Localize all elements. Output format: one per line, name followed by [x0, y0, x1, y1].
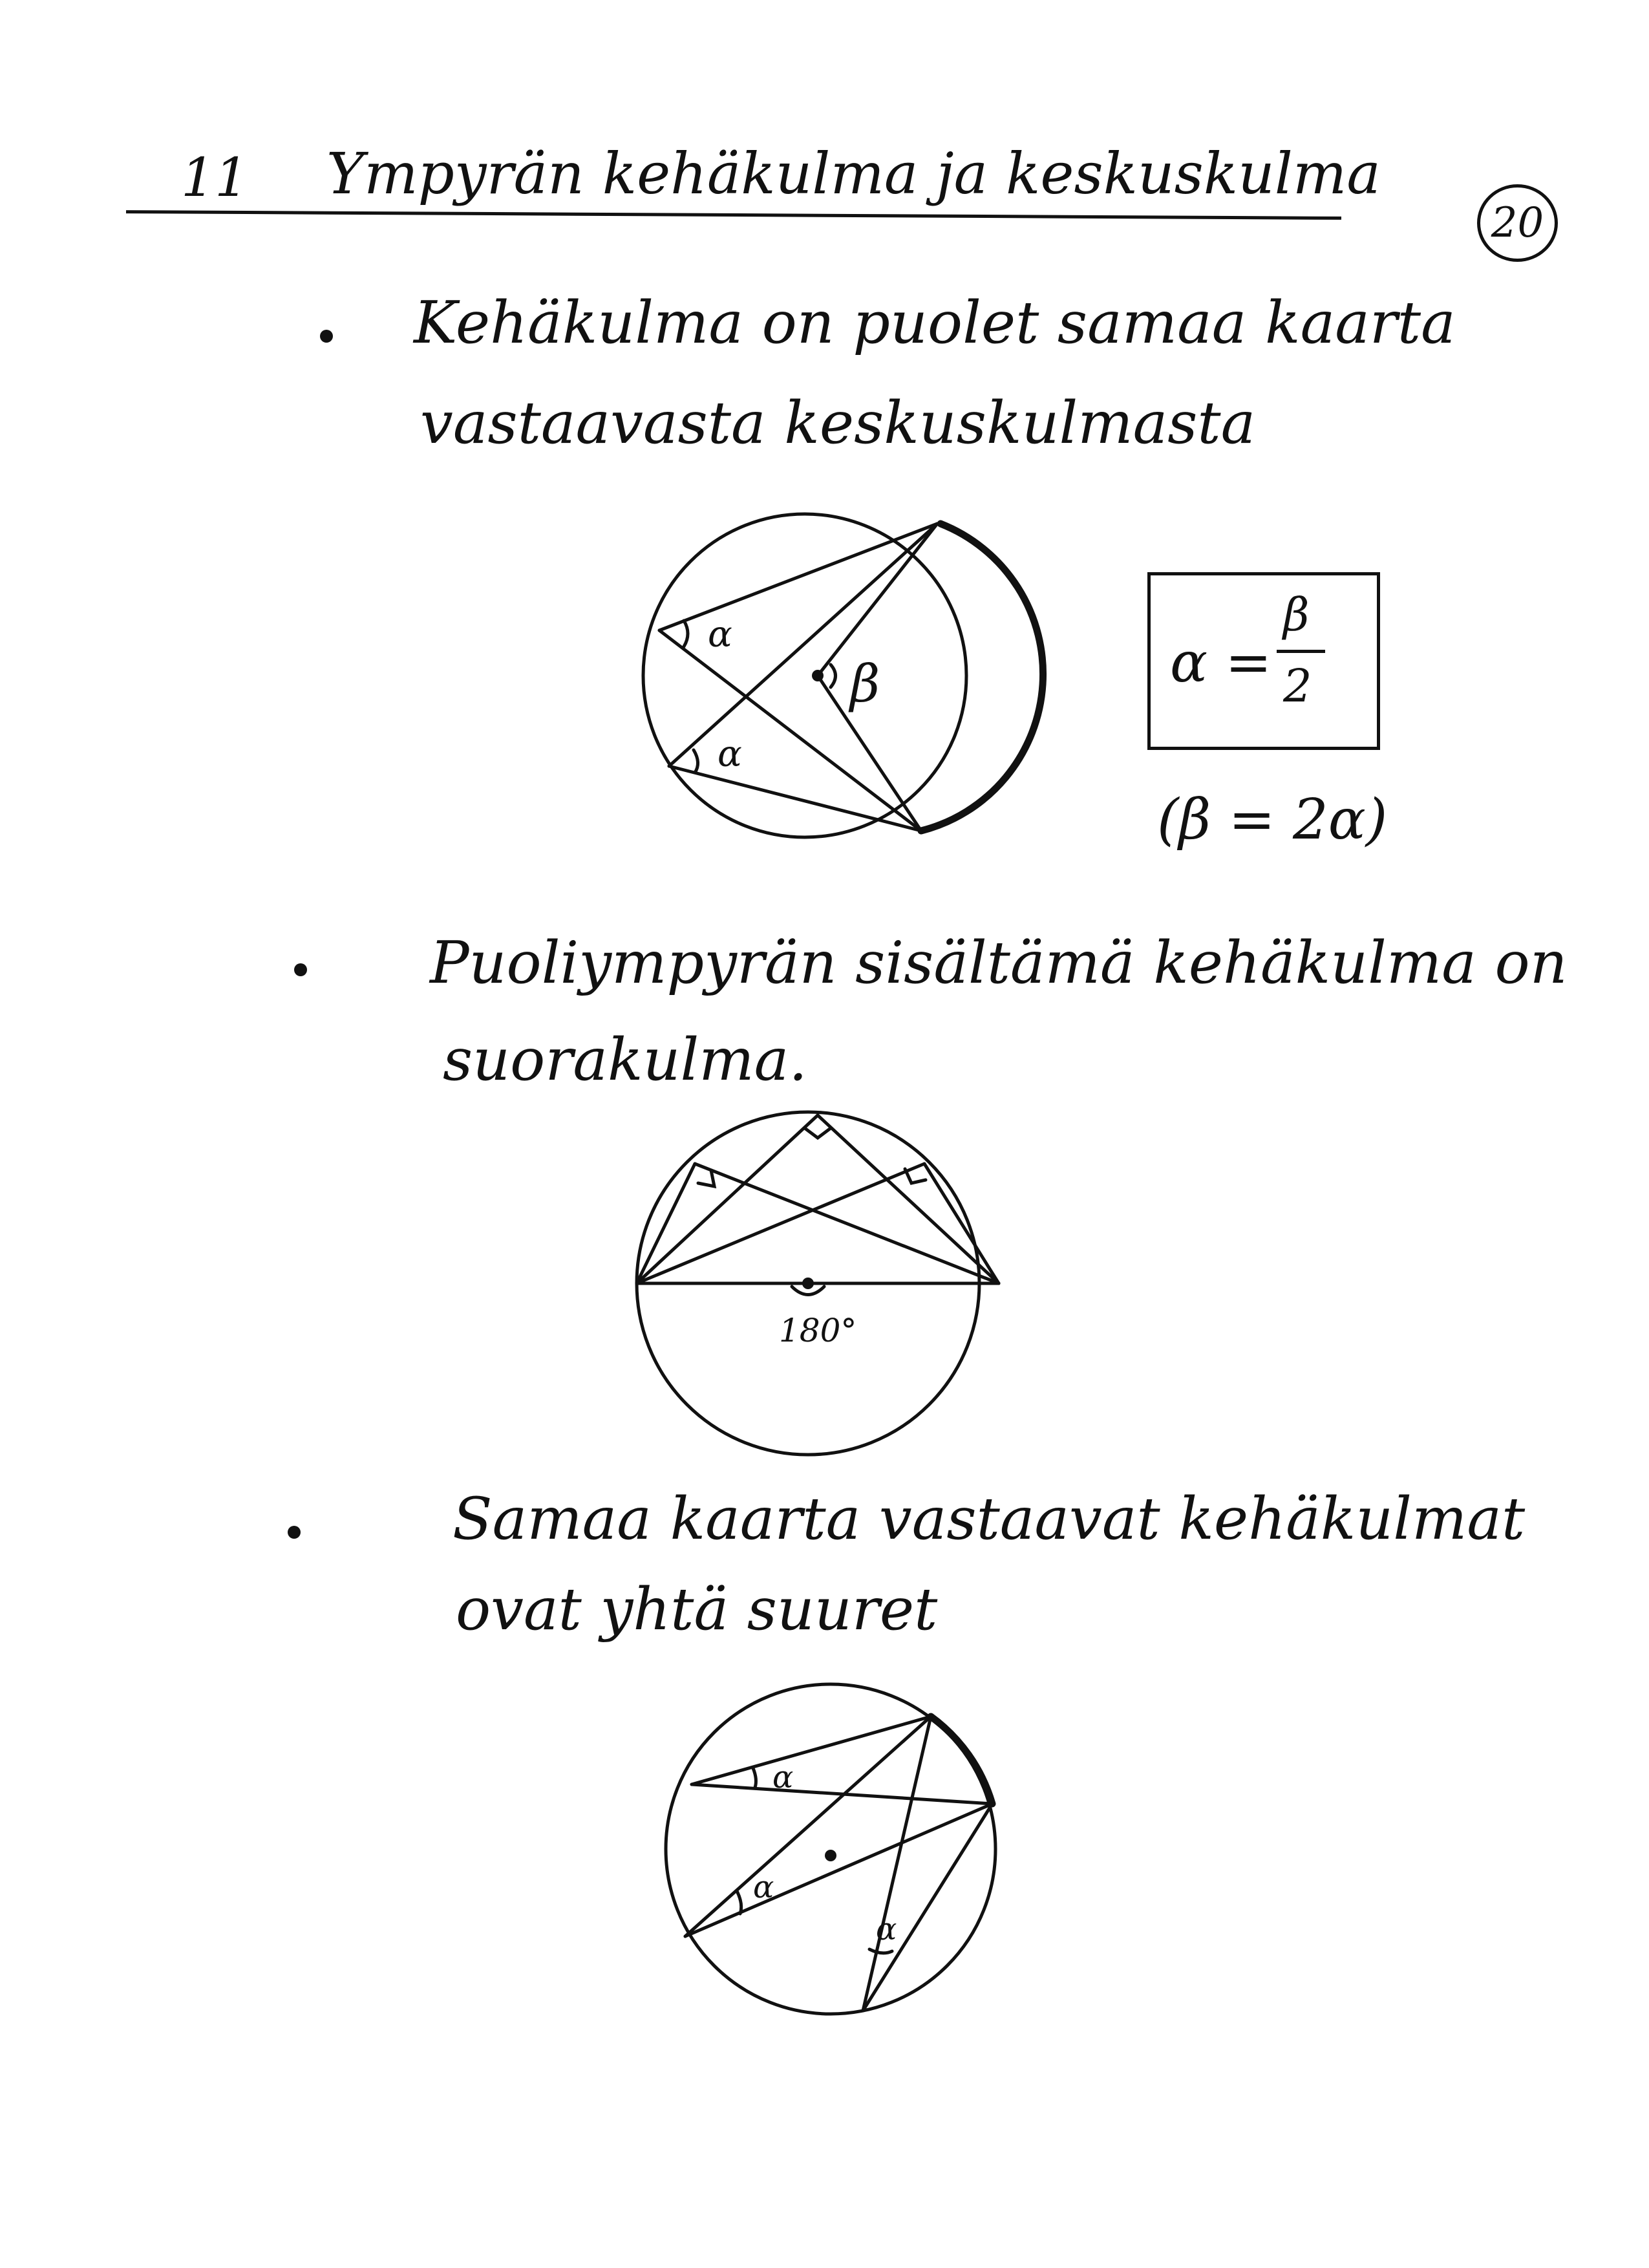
formula-denominator: 2 — [1283, 659, 1312, 712]
angle-label-alpha-2: α — [718, 733, 742, 775]
formula-numerator: β — [1283, 588, 1310, 641]
section-3-line-2: ovat yhtä suuret — [456, 1576, 938, 1643]
highlighted-arc-3 — [931, 1717, 992, 1804]
page-title: Ympyrän kehäkulma ja keskuskulma — [326, 140, 1381, 207]
chord-3f — [863, 1804, 992, 2011]
center-angle-label-beta: β — [850, 654, 880, 714]
section-2-line-2: suorakulma. — [443, 1026, 807, 1094]
formula-lhs: α = — [1170, 630, 1272, 695]
formula-note: (β = 2α) — [1157, 787, 1388, 852]
section-2-line-1: Puoliympyrän sisältämä kehäkulma on — [430, 929, 1568, 997]
page-number: 20 — [1491, 199, 1544, 247]
section-number: 11 — [181, 147, 249, 209]
chord-3c — [685, 1717, 931, 1936]
diameter-angle-label: 180° — [779, 1312, 857, 1349]
angle-label-alpha-3c: α — [876, 1911, 897, 1947]
angle-label-alpha-3b: α — [753, 1869, 774, 1905]
chord-3e — [863, 1717, 931, 2011]
section-1-line-2: vastaavasta keskuskulmasta — [420, 389, 1256, 457]
angle-label-alpha-1: α — [708, 614, 732, 656]
angle-arc-3b — [737, 1891, 741, 1914]
angle-label-alpha-3a: α — [772, 1759, 794, 1795]
section-3-line-1: Samaa kaarta vastaavat kehäkulmat — [452, 1485, 1526, 1553]
chord-3d — [685, 1804, 992, 1936]
center-point-3 — [825, 1850, 836, 1861]
angle-arc-3a — [753, 1768, 756, 1788]
angle-arc-3c — [869, 1949, 892, 1953]
section-1-line-1: Kehäkulma on puolet samaa kaarta — [414, 289, 1456, 357]
